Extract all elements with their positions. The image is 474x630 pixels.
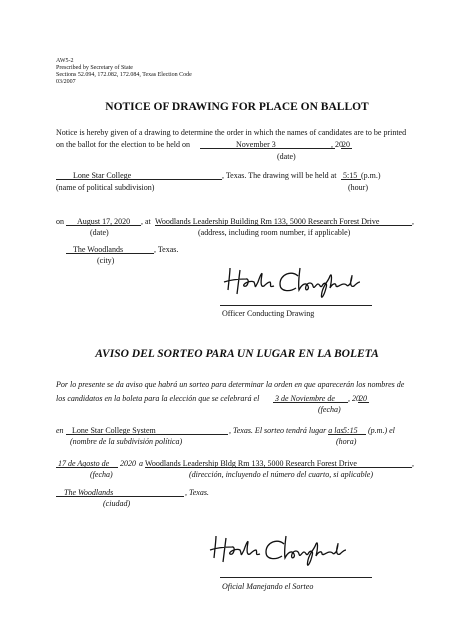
spanish-sorteo-text: , Texas. El sorteo tendrá lugar a las: [229, 426, 344, 435]
election-code-sections: Sections 52.094, 172.082, 172.084, Texas Election Code: [56, 72, 192, 78]
spanish-subdivision-value: Lone Star College System: [72, 426, 156, 435]
at-text: , at: [141, 217, 151, 226]
spanish-drawing-fecha-label: (fecha): [90, 470, 113, 479]
city-label: (city): [97, 256, 115, 265]
prescribed-by: Prescribed by Secretary of State: [56, 65, 133, 71]
spanish-a-text: a: [139, 459, 143, 468]
spanish-hora-label: (hora): [336, 437, 357, 446]
spanish-en-prefix: en: [56, 426, 64, 435]
drawing-time-value: 5:15: [343, 171, 358, 180]
spanish-intro-line2: los candidatos en la boleta para la elección que se celebrará el: [56, 394, 260, 403]
revision-date: 03/2007: [56, 79, 76, 85]
oficial-signature: [206, 530, 356, 576]
spanish-city-value: The Woodlands: [64, 488, 114, 497]
address-value: Woodlands Leadership Building Rm 133, 5000 Research Forest Drive: [155, 217, 380, 226]
spanish-pm: (p.m.) el: [368, 426, 395, 435]
spanish-subdivision-label: (nombre de la subdivisión política): [70, 437, 183, 446]
subdivision-label: (name of political subdivision): [56, 183, 155, 192]
subdivision-value: Lone Star College: [73, 171, 132, 180]
spanish-year-short: 2020: [120, 459, 136, 468]
spanish-year-suffix: 20: [359, 394, 367, 403]
drawing-time-text: , Texas. The drawing will be held at: [222, 171, 337, 180]
spanish-fecha-label: (fecha): [318, 405, 341, 414]
drawing-date-value: August 17, 2020: [77, 217, 131, 226]
spanish-city-label: (ciudad): [103, 499, 131, 508]
hour-label: (hour): [348, 183, 368, 192]
spanish-year-prefix: , 20: [348, 394, 360, 403]
election-date-value: November 3: [236, 140, 276, 149]
on-prefix: on: [56, 217, 64, 226]
year-prefix: , 20: [331, 140, 343, 149]
english-intro-line2: on the ballot for the election to be held on: [56, 140, 190, 149]
spanish-city-suffix: , Texas.: [185, 488, 209, 497]
oficial-label: Oficial Manejando el Sorteo: [222, 582, 314, 591]
address-label: (address, including room number, if applicable): [198, 228, 351, 237]
spanish-intro-line1: Por lo presente se da aviso que habrá un sorteo para determinar la orden en que aparecerán los nombres de: [56, 380, 405, 389]
officer-signature: [220, 262, 370, 308]
spanish-title: AVISO DEL SORTEO PARA UN LUGAR EN LA BOLETA: [95, 348, 379, 360]
english-title: NOTICE OF DRAWING FOR PLACE ON BALLOT: [105, 101, 369, 113]
drawing-pm: (p.m.): [361, 171, 381, 180]
officer-label: Officer Conducting Drawing: [222, 309, 315, 318]
spanish-time-value: 5:15: [343, 426, 358, 435]
english-intro-line1: Notice is hereby given of a drawing to determine the order in which the names of candidates are to be printed: [56, 128, 407, 137]
city-suffix: , Texas.: [154, 245, 179, 254]
spanish-drawing-date-value: 17 de Agosto de: [58, 459, 110, 468]
address-comma: ,: [412, 217, 414, 226]
city-value: The Woodlands: [73, 245, 124, 254]
year-suffix-value: 20: [342, 140, 350, 149]
spanish-address-label: (dirección, incluyendo el número del cuarto, si aplicable): [189, 470, 374, 479]
spanish-address-value: Woodlands Leadership Bldg Rm 133, 5000 Research Forest Drive: [145, 459, 357, 468]
spanish-address-comma: ,: [412, 459, 414, 468]
drawing-date-label: (date): [90, 228, 109, 237]
spanish-election-date-value: 3 de Noviembre de: [275, 394, 335, 403]
election-date-label: (date): [277, 152, 296, 161]
form-id: AW5-2: [56, 58, 74, 64]
